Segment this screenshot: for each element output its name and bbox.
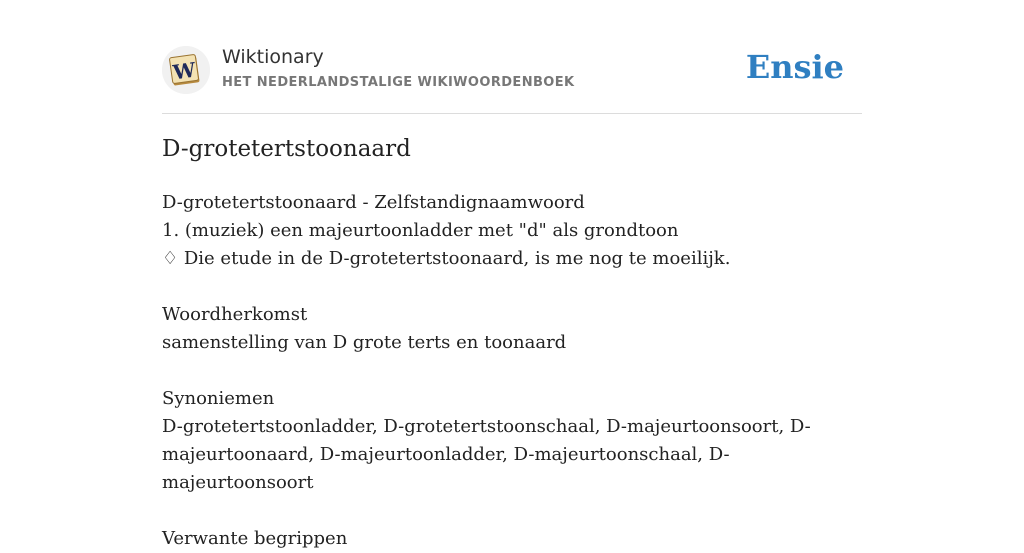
source-subtitle: HET NEDERLANDSTALIGE WIKIWOORDENBOEK xyxy=(222,75,575,90)
header xyxy=(162,44,862,114)
etymology-text: samenstelling van D grote terts en toonaard xyxy=(162,332,567,353)
svg-text:W: W xyxy=(171,57,198,85)
ensie-logo-link[interactable]: Ensie xyxy=(745,48,844,86)
wiktionary-logo-icon xyxy=(162,46,210,94)
entry-content xyxy=(162,189,862,553)
definition-text: 1. (muziek) een majeurtoonladder met "d" als grondtoon xyxy=(162,220,679,241)
source-title[interactable]: Wiktionary xyxy=(222,46,324,68)
synonyms-heading: Synoniemen xyxy=(162,388,275,409)
spacer xyxy=(162,497,862,525)
page-title: D-grotetertstoonaard xyxy=(162,136,411,162)
related-heading: Verwante begrippen xyxy=(162,528,348,549)
definition-heading: D-grotetertstoonaard - Zelfstandignaamwoord xyxy=(162,192,585,213)
spacer xyxy=(162,273,862,301)
synonyms-text: D-grotetertstoonladder, D-grotetertstoonschaal, D-majeurtoonsoort, D-majeurtoonaard, D-majeurtoonladder, D-majeurtoonschaal, D-majeurtoonsoort xyxy=(162,416,811,493)
spacer xyxy=(162,357,862,385)
etymology-heading: Woordherkomst xyxy=(162,304,308,325)
example-sentence: ♢ Die etude in de D-grotetertstoonaard, is me nog te moeilijk. xyxy=(162,248,731,269)
